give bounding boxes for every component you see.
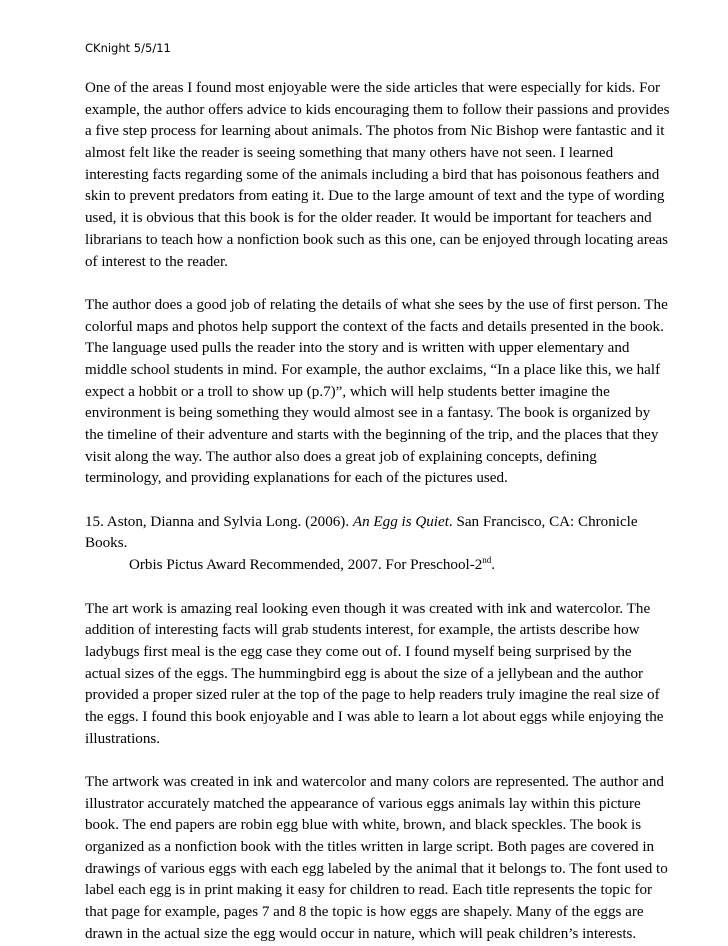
- text-line: drawings of various eggs with each egg labeled by the animal that it belongs to. The font used to: [85, 860, 668, 877]
- text-line: that page for example, pages 7 and 8 the topic is how eggs are shapely. Many of the eggs are: [85, 904, 644, 921]
- text-line: book. The end papers are robin egg blue with white, brown, and black speckles. The book is: [85, 817, 642, 834]
- citation-publisher: . San Francisco, CA: Chronicle: [448, 513, 638, 530]
- text-line: middle school students in mind. For example, the author exclaims, “In a place like this, we half: [85, 361, 661, 378]
- book-citation: [85, 512, 645, 577]
- paragraph-artwork-colors: [85, 772, 668, 946]
- award-text: Orbis Pictus Award Recommended, 2007. For Preschool-2: [129, 557, 483, 574]
- text-line: The author does a good job of relating the details of what she sees by the use of first person. The: [85, 296, 668, 313]
- award-end: .: [491, 557, 496, 574]
- text-line: example, the author offers advice to kids encouraging them to follow their passions and provides: [85, 101, 670, 118]
- text-line: The artwork was created in ink and watercolor and many colors are represented. The author and: [85, 774, 664, 790]
- text-line: illustrator accurately matched the appearance of various eggs animals lay within this picture: [85, 795, 641, 812]
- text-line: almost felt like the reader is seeing something that many others have not seen. I learned: [85, 145, 614, 162]
- text-line: The language used pulls the reader into the story and is written with upper elementary and: [85, 340, 630, 357]
- text-line: One of the areas I found most enjoyable were the side articles that were especially for kids. For: [85, 80, 661, 96]
- page-header: CKnight 5/5/11: [85, 41, 171, 55]
- text-line: actual sizes of the eggs. The hummingbird egg is about the size of a jellybean and the author: [85, 665, 644, 682]
- text-line: skin to prevent predators from eating it. Due to the large amount of text and the type of wording: [85, 188, 665, 205]
- text-line: illustrations.: [85, 730, 161, 747]
- paragraph-side-articles: [85, 78, 670, 273]
- text-line: a five step process for learning about animals. The photos from Nic Bishop were fantastic and it: [85, 123, 665, 140]
- paragraph-gap: [85, 577, 645, 599]
- paragraph-art-work: [85, 599, 664, 751]
- text-line: ladybugs first meal is the egg case they come out of. I found myself being surprised by the: [85, 643, 632, 660]
- paragraph-gap: [85, 750, 645, 772]
- text-line: visit along the way. The author also does a great job of explaining concepts, defining: [85, 448, 597, 465]
- ordinal-suffix: nd: [482, 555, 492, 566]
- book-title: An Egg is Quiet: [352, 513, 449, 530]
- text-line: provided a proper sized ruler at the top of the page to help readers truly imagine the real size of: [85, 687, 660, 704]
- text-line: interesting facts regarding some of the animals including a bird that has poisonous feathers and: [85, 166, 660, 183]
- text-line: terminology, and providing explanations for each of the pictures used.: [85, 470, 508, 487]
- document-body: [85, 78, 670, 946]
- text-line: the eggs. I found this book enjoyable and I was able to learn a lot about eggs while enjoying the: [85, 708, 664, 725]
- text-line: The art work is amazing real looking even though it was created with ink and watercolor. The: [85, 600, 651, 617]
- text-line: the timeline of their adventure and starts with the beginning of the trip, and the places that they: [85, 427, 659, 443]
- citation-line: [85, 512, 645, 534]
- text-line: addition of interesting facts will grab students interest, for example, the artists describe how: [85, 622, 640, 639]
- paragraph-first-person: [85, 295, 668, 490]
- text-line: colorful maps and photos help support the context of the facts and details presented in the book.: [85, 318, 664, 335]
- text-line: used, it is obvious that this book is for the older reader. It would be important for teachers and: [85, 210, 652, 227]
- paragraph-gap: [85, 273, 645, 295]
- text-line: drawn in the actual size the egg would occur in nature, which will peak children’s interests.: [85, 925, 637, 942]
- text-line: librarians to teach how a nonfiction book such as this one, can be enjoyed through locating areas: [85, 231, 669, 248]
- text-line: organized as a nonfiction book with the titles written in large script. Both pages are covered in: [85, 839, 655, 856]
- award-line: [85, 555, 645, 577]
- citation-line: Books.: [85, 535, 128, 552]
- text-line: environment is being something they would almost see in a fantasy. The book is organized by: [85, 405, 651, 422]
- citation-authors: 15. Aston, Dianna and Sylvia Long. (2006).: [85, 513, 353, 530]
- text-line: expect a hobbit or a troll to show up (p.7)”, which will help students better imagine the: [85, 383, 610, 400]
- text-line: label each egg is in print making it easy for children to read. Each title represents the topic for: [85, 882, 653, 899]
- text-line: of interest to the reader.: [85, 253, 228, 270]
- paragraph-gap: [85, 490, 645, 512]
